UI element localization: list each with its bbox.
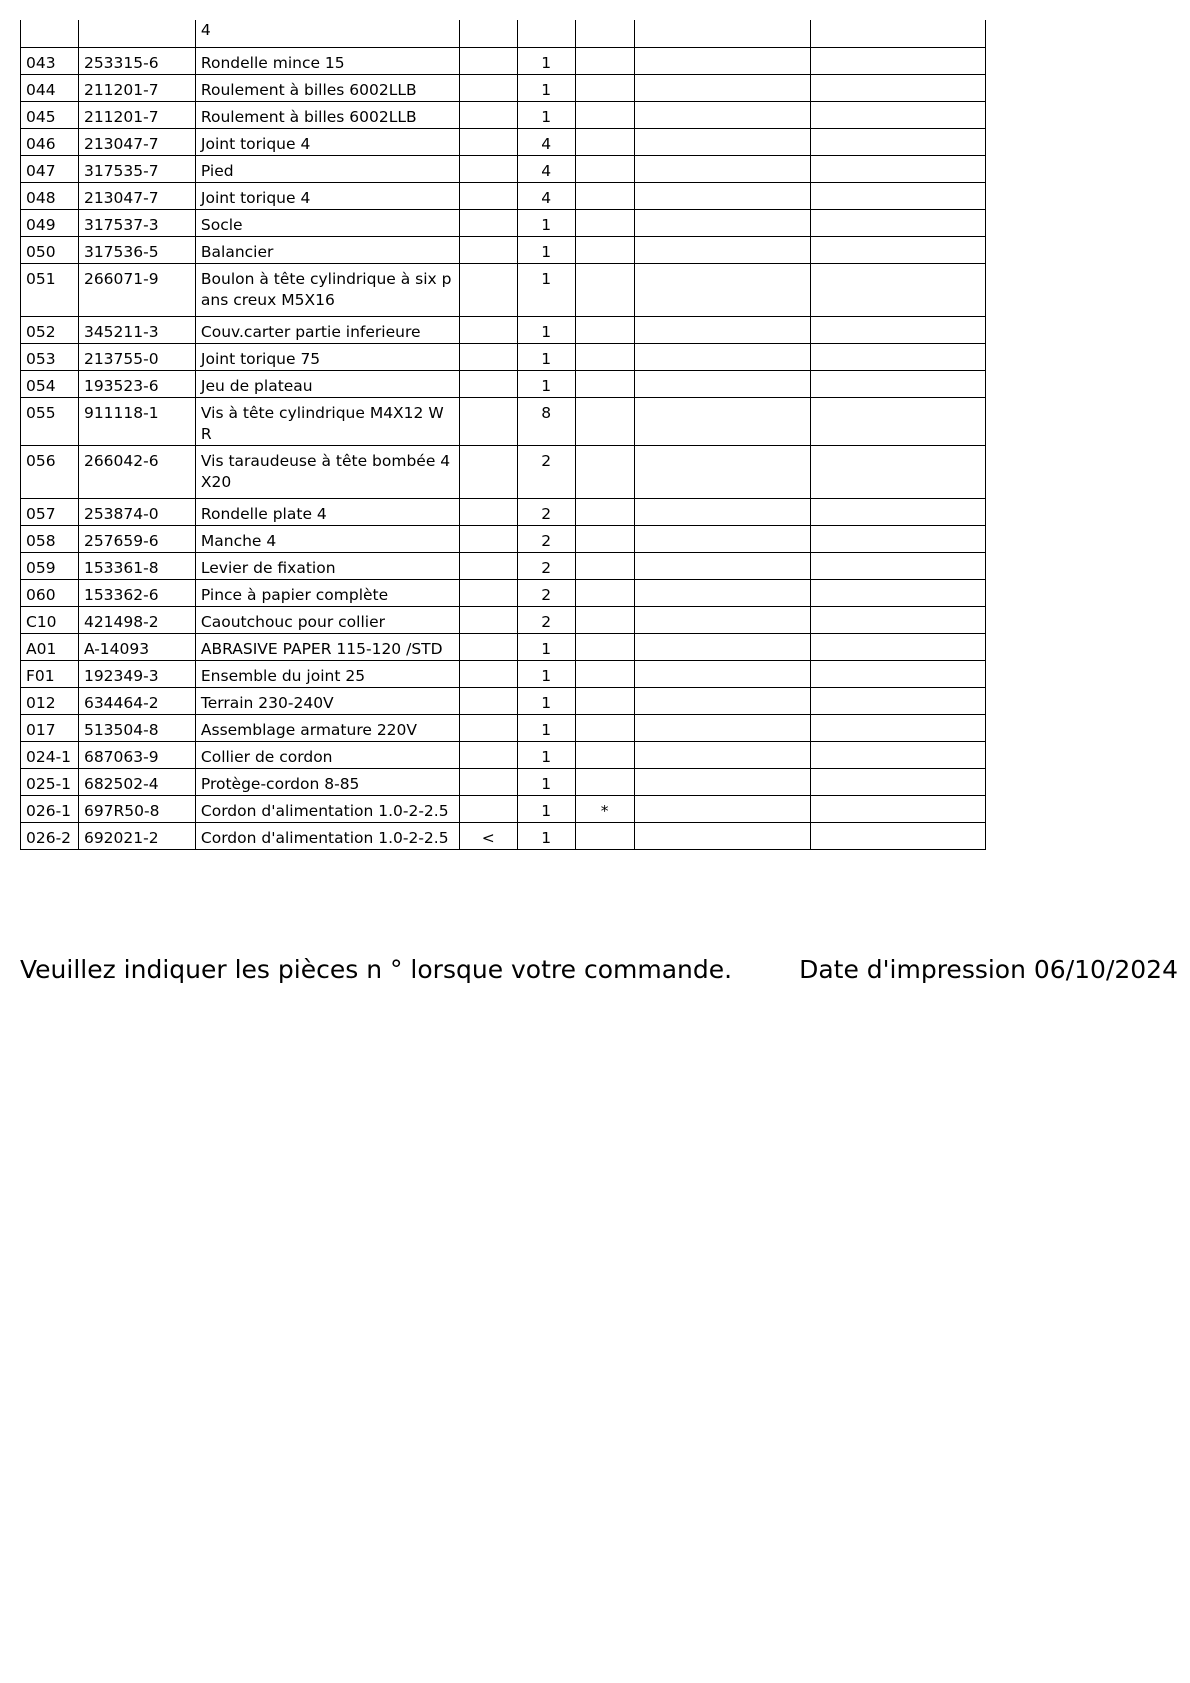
table-row xyxy=(21,445,986,498)
part-number-cell: 050 xyxy=(21,236,79,263)
table-row xyxy=(21,579,986,606)
description-cell: Protège-cordon 8-85 xyxy=(195,768,459,795)
note-cell xyxy=(635,101,811,128)
reference-cell xyxy=(78,20,195,47)
description-cell: 4 xyxy=(195,20,459,47)
description-cell: Rondelle mince 15 xyxy=(195,47,459,74)
mark-cell xyxy=(460,343,518,370)
flag-cell xyxy=(576,209,635,236)
part-number-cell: 051 xyxy=(21,263,79,316)
flag-cell xyxy=(576,445,635,498)
reference-cell: A-14093 xyxy=(78,633,195,660)
mark-cell xyxy=(460,101,518,128)
reference-cell: 192349-3 xyxy=(78,660,195,687)
quantity-cell: 1 xyxy=(518,236,576,263)
reference-cell: 153361-8 xyxy=(78,552,195,579)
remark-cell xyxy=(811,687,986,714)
table-row xyxy=(21,525,986,552)
flag-cell xyxy=(576,498,635,525)
mark-cell xyxy=(460,714,518,741)
mark-cell xyxy=(460,316,518,343)
mark-cell xyxy=(460,741,518,768)
flag-cell xyxy=(576,768,635,795)
description-cell: Ensemble du joint 25 xyxy=(195,660,459,687)
flag-cell xyxy=(576,155,635,182)
mark-cell xyxy=(460,445,518,498)
reference-cell: 193523-6 xyxy=(78,370,195,397)
table-row xyxy=(21,236,986,263)
part-number-cell: 053 xyxy=(21,343,79,370)
description-cell: Couv.carter partie inferieure xyxy=(195,316,459,343)
quantity-cell: 1 xyxy=(518,633,576,660)
note-cell xyxy=(635,397,811,445)
table-row xyxy=(21,741,986,768)
table-row xyxy=(21,209,986,236)
description-cell: Vis à tête cylindrique M4X12 WR xyxy=(195,397,459,445)
flag-cell xyxy=(576,687,635,714)
table-row xyxy=(21,101,986,128)
remark-cell xyxy=(811,316,986,343)
description-cell: Joint torique 4 xyxy=(195,128,459,155)
remark-cell xyxy=(811,101,986,128)
part-number-cell: 060 xyxy=(21,579,79,606)
note-cell xyxy=(635,47,811,74)
note-cell xyxy=(635,633,811,660)
part-number-cell: 056 xyxy=(21,445,79,498)
reference-cell: 911118-1 xyxy=(78,397,195,445)
mark-cell xyxy=(460,155,518,182)
mark-cell: < xyxy=(460,822,518,849)
note-cell xyxy=(635,741,811,768)
description-cell: Caoutchouc pour collier xyxy=(195,606,459,633)
remark-cell xyxy=(811,209,986,236)
mark-cell xyxy=(460,660,518,687)
table-row xyxy=(21,20,986,47)
table-row xyxy=(21,498,986,525)
table-row xyxy=(21,343,986,370)
quantity-cell: 1 xyxy=(518,714,576,741)
note-cell xyxy=(635,552,811,579)
quantity-cell: 8 xyxy=(518,397,576,445)
mark-cell xyxy=(460,795,518,822)
reference-cell: 317535-7 xyxy=(78,155,195,182)
table-row xyxy=(21,316,986,343)
quantity-cell: 4 xyxy=(518,182,576,209)
part-number-cell: 024-1 xyxy=(21,741,79,768)
note-cell xyxy=(635,687,811,714)
table-row xyxy=(21,74,986,101)
description-cell: Pied xyxy=(195,155,459,182)
table-row xyxy=(21,687,986,714)
description-cell: Manche 4 xyxy=(195,525,459,552)
print-date: Date d'impression 06/10/2024 xyxy=(799,955,1178,984)
note-cell xyxy=(635,128,811,155)
description-cell: Joint torique 4 xyxy=(195,182,459,209)
description-cell: Socle xyxy=(195,209,459,236)
flag-cell xyxy=(576,552,635,579)
part-number-cell: 059 xyxy=(21,552,79,579)
part-number-cell: 044 xyxy=(21,74,79,101)
parts-table-body xyxy=(21,20,986,849)
quantity-cell xyxy=(518,20,576,47)
flag-cell xyxy=(576,370,635,397)
remark-cell xyxy=(811,498,986,525)
quantity-cell: 2 xyxy=(518,579,576,606)
mark-cell xyxy=(460,397,518,445)
flag-cell xyxy=(576,263,635,316)
remark-cell xyxy=(811,155,986,182)
part-number-cell: 046 xyxy=(21,128,79,155)
part-number-cell: 043 xyxy=(21,47,79,74)
flag-cell xyxy=(576,633,635,660)
remark-cell xyxy=(811,74,986,101)
note-cell xyxy=(635,768,811,795)
description-cell: Roulement à billes 6002LLB xyxy=(195,74,459,101)
flag-cell xyxy=(576,74,635,101)
note-cell xyxy=(635,155,811,182)
description-cell: ABRASIVE PAPER 115-120 /STD xyxy=(195,633,459,660)
mark-cell xyxy=(460,236,518,263)
note-cell xyxy=(635,445,811,498)
table-row xyxy=(21,397,986,445)
reference-cell: 513504-8 xyxy=(78,714,195,741)
mark-cell xyxy=(460,209,518,236)
part-number-cell: C10 xyxy=(21,606,79,633)
part-number-cell: 058 xyxy=(21,525,79,552)
quantity-cell: 4 xyxy=(518,155,576,182)
mark-cell xyxy=(460,687,518,714)
remark-cell xyxy=(811,370,986,397)
part-number-cell xyxy=(21,20,79,47)
mark-cell xyxy=(460,47,518,74)
quantity-cell: 1 xyxy=(518,343,576,370)
table-row xyxy=(21,47,986,74)
part-number-cell: 026-1 xyxy=(21,795,79,822)
table-row xyxy=(21,263,986,316)
part-number-cell: 045 xyxy=(21,101,79,128)
remark-cell xyxy=(811,660,986,687)
reference-cell: 692021-2 xyxy=(78,822,195,849)
note-cell xyxy=(635,714,811,741)
remark-cell xyxy=(811,633,986,660)
reference-cell: 682502-4 xyxy=(78,768,195,795)
flag-cell xyxy=(576,316,635,343)
reference-cell: 213755-0 xyxy=(78,343,195,370)
reference-cell: 345211-3 xyxy=(78,316,195,343)
reference-cell: 266071-9 xyxy=(78,263,195,316)
reference-cell: 634464-2 xyxy=(78,687,195,714)
quantity-cell: 2 xyxy=(518,552,576,579)
description-cell: Balancier xyxy=(195,236,459,263)
remark-cell xyxy=(811,343,986,370)
quantity-cell: 2 xyxy=(518,525,576,552)
note-cell xyxy=(635,316,811,343)
remark-cell xyxy=(811,552,986,579)
quantity-cell: 1 xyxy=(518,74,576,101)
flag-cell xyxy=(576,128,635,155)
mark-cell xyxy=(460,182,518,209)
mark-cell xyxy=(460,263,518,316)
table-row xyxy=(21,633,986,660)
order-note: Veuillez indiquer les pièces n ° lorsque votre commande. xyxy=(20,955,733,984)
remark-cell xyxy=(811,263,986,316)
reference-cell: 213047-7 xyxy=(78,128,195,155)
quantity-cell: 1 xyxy=(518,263,576,316)
parts-table xyxy=(20,20,986,850)
flag-cell xyxy=(576,606,635,633)
mark-cell xyxy=(460,633,518,660)
reference-cell: 421498-2 xyxy=(78,606,195,633)
reference-cell: 213047-7 xyxy=(78,182,195,209)
remark-cell xyxy=(811,795,986,822)
description-cell: Boulon à tête cylindrique à six pans creux M5X16 xyxy=(195,263,459,316)
part-number-cell: 048 xyxy=(21,182,79,209)
reference-cell: 153362-6 xyxy=(78,579,195,606)
note-cell xyxy=(635,370,811,397)
part-number-cell: 025-1 xyxy=(21,768,79,795)
quantity-cell: 1 xyxy=(518,370,576,397)
mark-cell xyxy=(460,370,518,397)
note-cell xyxy=(635,209,811,236)
remark-cell xyxy=(811,714,986,741)
reference-cell: 697R50-8 xyxy=(78,795,195,822)
reference-cell: 257659-6 xyxy=(78,525,195,552)
remark-cell xyxy=(811,236,986,263)
flag-cell xyxy=(576,579,635,606)
remark-cell xyxy=(811,822,986,849)
mark-cell xyxy=(460,20,518,47)
quantity-cell: 2 xyxy=(518,498,576,525)
remark-cell xyxy=(811,20,986,47)
mark-cell xyxy=(460,498,518,525)
part-number-cell: 054 xyxy=(21,370,79,397)
description-cell: Cordon d'alimentation 1.0-2-2.5 xyxy=(195,795,459,822)
part-number-cell: 017 xyxy=(21,714,79,741)
description-cell: Roulement à billes 6002LLB xyxy=(195,101,459,128)
description-cell: Levier de fixation xyxy=(195,552,459,579)
reference-cell: 266042-6 xyxy=(78,445,195,498)
mark-cell xyxy=(460,525,518,552)
note-cell xyxy=(635,795,811,822)
note-cell xyxy=(635,182,811,209)
note-cell xyxy=(635,236,811,263)
part-number-cell: 012 xyxy=(21,687,79,714)
part-number-cell: 047 xyxy=(21,155,79,182)
note-cell xyxy=(635,20,811,47)
description-cell: Cordon d'alimentation 1.0-2-2.5 xyxy=(195,822,459,849)
quantity-cell: 1 xyxy=(518,768,576,795)
table-row xyxy=(21,606,986,633)
description-cell: Collier de cordon xyxy=(195,741,459,768)
description-cell: Rondelle plate 4 xyxy=(195,498,459,525)
note-cell xyxy=(635,822,811,849)
quantity-cell: 1 xyxy=(518,822,576,849)
flag-cell xyxy=(576,236,635,263)
note-cell xyxy=(635,263,811,316)
flag-cell xyxy=(576,822,635,849)
remark-cell xyxy=(811,47,986,74)
remark-cell xyxy=(811,606,986,633)
reference-cell: 317537-3 xyxy=(78,209,195,236)
quantity-cell: 1 xyxy=(518,47,576,74)
table-row xyxy=(21,822,986,849)
mark-cell xyxy=(460,606,518,633)
mark-cell xyxy=(460,768,518,795)
quantity-cell: 1 xyxy=(518,316,576,343)
reference-cell: 253874-0 xyxy=(78,498,195,525)
flag-cell xyxy=(576,101,635,128)
note-cell xyxy=(635,579,811,606)
part-number-cell: 055 xyxy=(21,397,79,445)
reference-cell: 317536-5 xyxy=(78,236,195,263)
quantity-cell: 2 xyxy=(518,606,576,633)
note-cell xyxy=(635,498,811,525)
table-row xyxy=(21,370,986,397)
flag-cell xyxy=(576,660,635,687)
note-cell xyxy=(635,660,811,687)
reference-cell: 253315-6 xyxy=(78,47,195,74)
reference-cell: 687063-9 xyxy=(78,741,195,768)
reference-cell: 211201-7 xyxy=(78,74,195,101)
description-cell: Vis taraudeuse à tête bombée 4X20 xyxy=(195,445,459,498)
description-cell: Assemblage armature 220V xyxy=(195,714,459,741)
quantity-cell: 1 xyxy=(518,741,576,768)
remark-cell xyxy=(811,741,986,768)
note-cell xyxy=(635,606,811,633)
description-cell: Jeu de plateau xyxy=(195,370,459,397)
quantity-cell: 1 xyxy=(518,101,576,128)
quantity-cell: 1 xyxy=(518,660,576,687)
remark-cell xyxy=(811,397,986,445)
remark-cell xyxy=(811,525,986,552)
mark-cell xyxy=(460,128,518,155)
remark-cell xyxy=(811,579,986,606)
table-row xyxy=(21,660,986,687)
remark-cell xyxy=(811,445,986,498)
table-row xyxy=(21,155,986,182)
quantity-cell: 2 xyxy=(518,445,576,498)
flag-cell xyxy=(576,20,635,47)
table-row xyxy=(21,714,986,741)
part-number-cell: 052 xyxy=(21,316,79,343)
note-cell xyxy=(635,343,811,370)
part-number-cell: 057 xyxy=(21,498,79,525)
note-cell xyxy=(635,525,811,552)
flag-cell xyxy=(576,714,635,741)
quantity-cell: 1 xyxy=(518,687,576,714)
part-number-cell: F01 xyxy=(21,660,79,687)
flag-cell xyxy=(576,47,635,74)
mark-cell xyxy=(460,579,518,606)
flag-cell xyxy=(576,741,635,768)
remark-cell xyxy=(811,768,986,795)
flag-cell xyxy=(576,182,635,209)
table-row xyxy=(21,128,986,155)
quantity-cell: 4 xyxy=(518,128,576,155)
mark-cell xyxy=(460,552,518,579)
part-number-cell: 049 xyxy=(21,209,79,236)
remark-cell xyxy=(811,128,986,155)
remark-cell xyxy=(811,182,986,209)
mark-cell xyxy=(460,74,518,101)
description-cell: Joint torique 75 xyxy=(195,343,459,370)
description-cell: Pince à papier complète xyxy=(195,579,459,606)
note-cell xyxy=(635,74,811,101)
flag-cell xyxy=(576,397,635,445)
flag-cell xyxy=(576,343,635,370)
table-row xyxy=(21,552,986,579)
quantity-cell: 1 xyxy=(518,795,576,822)
reference-cell: 211201-7 xyxy=(78,101,195,128)
flag-cell xyxy=(576,525,635,552)
table-row xyxy=(21,182,986,209)
part-number-cell: A01 xyxy=(21,633,79,660)
quantity-cell: 1 xyxy=(518,209,576,236)
flag-cell: * xyxy=(576,795,635,822)
description-cell: Terrain 230-240V xyxy=(195,687,459,714)
part-number-cell: 026-2 xyxy=(21,822,79,849)
table-row xyxy=(21,795,986,822)
table-row xyxy=(21,768,986,795)
